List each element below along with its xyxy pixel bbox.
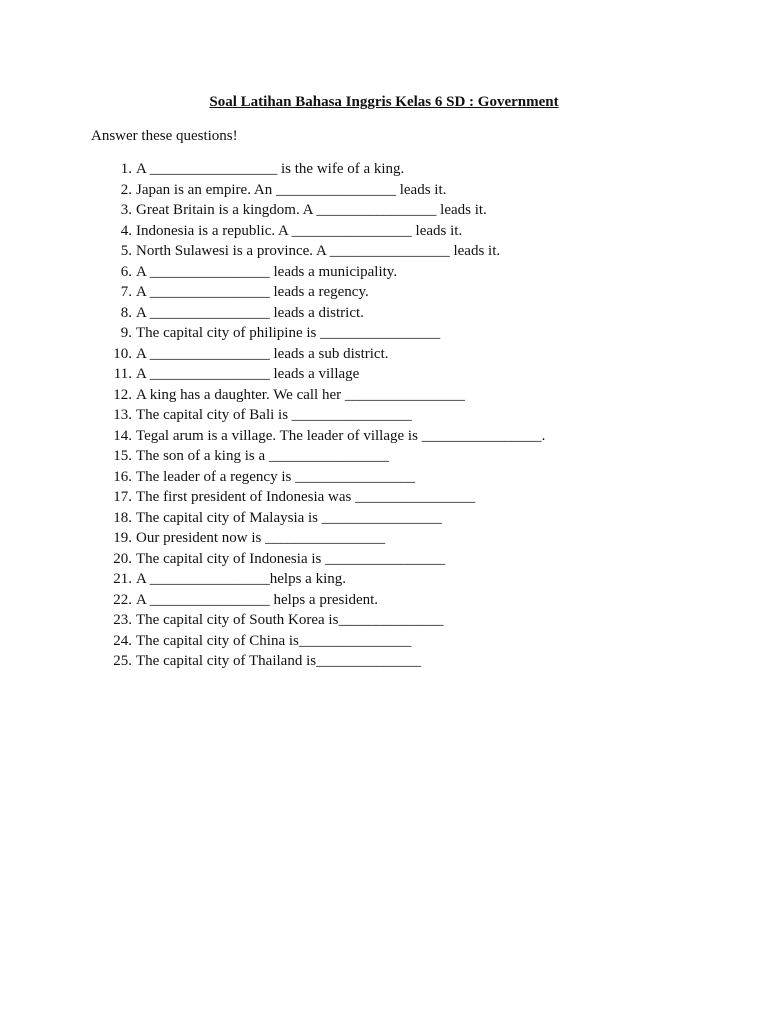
question-number: 10. — [113, 345, 132, 362]
question-text: The leader of a regency is ________________ — [136, 468, 416, 485]
question-text: The capital city of South Korea is______________ — [136, 612, 444, 628]
question-item — [0, 364, 768, 385]
question-number: 22. — [113, 591, 132, 608]
question-item — [0, 180, 768, 201]
question-number: 20. — [113, 550, 132, 567]
question-number: 7. — [120, 284, 132, 300]
question-text: The capital city of philipine is ________________ — [136, 325, 441, 341]
question-item — [0, 405, 768, 426]
question-number: 14. — [113, 427, 132, 444]
question-text: A ________________ leads a municipality. — [136, 263, 398, 280]
question-text: A ________________helps a king. — [136, 571, 346, 587]
question-text: Great Britain is a kingdom. A ________________ leads it. — [136, 202, 487, 218]
question-text: A ________________ helps a president. — [136, 591, 379, 608]
question-text: Japan is an empire. An ________________ leads it. — [136, 181, 447, 198]
instruction-text: Answer these questions! — [91, 128, 238, 144]
question-number: 9. — [120, 325, 132, 341]
question-text: Indonesia is a republic. A ________________ leads it. — [136, 222, 463, 239]
question-item — [0, 344, 768, 365]
question-number: 4. — [120, 222, 132, 239]
question-item — [0, 651, 768, 672]
question-number: 23. — [113, 612, 132, 628]
question-number: 25. — [113, 653, 132, 669]
question-number: 13. — [113, 407, 132, 423]
question-text: A _________________ is the wife of a king. — [136, 161, 405, 177]
question-item — [0, 241, 768, 262]
question-text: A king has a daughter. We call her ________________ — [136, 386, 465, 403]
question-number: 1. — [120, 161, 132, 177]
question-item — [0, 221, 768, 242]
question-item — [0, 282, 768, 303]
question-number: 18. — [113, 509, 132, 526]
question-number: 6. — [120, 263, 132, 280]
question-number: 2. — [120, 181, 132, 198]
question-number: 5. — [120, 243, 132, 259]
question-item — [0, 200, 768, 221]
question-number: 3. — [120, 202, 132, 218]
question-item — [0, 262, 768, 283]
question-number: 8. — [120, 304, 132, 321]
question-number: 16. — [113, 468, 132, 485]
question-text: The capital city of Indonesia is ________________ — [136, 550, 446, 567]
question-text: A ________________ leads a regency. — [136, 284, 369, 300]
question-list — [0, 159, 768, 672]
question-number: 21. — [113, 571, 132, 587]
question-item — [0, 487, 768, 508]
question-item — [0, 159, 768, 180]
question-text: A ________________ leads a district. — [136, 304, 364, 321]
question-item — [0, 385, 768, 406]
question-text: North Sulawesi is a province. A ________________ leads it. — [136, 243, 501, 259]
question-number: 15. — [113, 448, 132, 464]
page-title: Soal Latihan Bahasa Inggris Kelas 6 SD : Government — [209, 94, 559, 110]
question-number: 17. — [113, 489, 132, 505]
question-item — [0, 467, 768, 488]
question-item — [0, 303, 768, 324]
question-text: The capital city of Bali is ________________ — [136, 407, 412, 423]
question-text: A ________________ leads a village — [136, 366, 360, 382]
question-item — [0, 508, 768, 529]
question-item — [0, 323, 768, 344]
question-number: 24. — [113, 632, 132, 649]
question-text: The capital city of Malaysia is ________________ — [136, 509, 442, 526]
question-item — [0, 426, 768, 447]
question-number: 12. — [113, 386, 132, 403]
question-item — [0, 590, 768, 611]
question-item — [0, 569, 768, 590]
question-item — [0, 446, 768, 467]
question-text: A ________________ leads a sub district. — [136, 345, 389, 362]
question-text: The capital city of China is_______________ — [136, 632, 412, 649]
question-item — [0, 610, 768, 631]
question-text: The son of a king is a ________________ — [136, 448, 389, 464]
question-text: Tegal arum is a village. The leader of village is ________________. — [136, 427, 546, 444]
question-item — [0, 528, 768, 549]
question-item — [0, 549, 768, 570]
question-text: The capital city of Thailand is______________ — [136, 653, 422, 669]
question-text: Our president now is ________________ — [136, 530, 386, 546]
question-number: 19. — [113, 530, 132, 546]
question-number: 11. — [113, 366, 132, 382]
question-item — [0, 631, 768, 652]
question-text: The first president of Indonesia was ________________ — [136, 489, 476, 505]
